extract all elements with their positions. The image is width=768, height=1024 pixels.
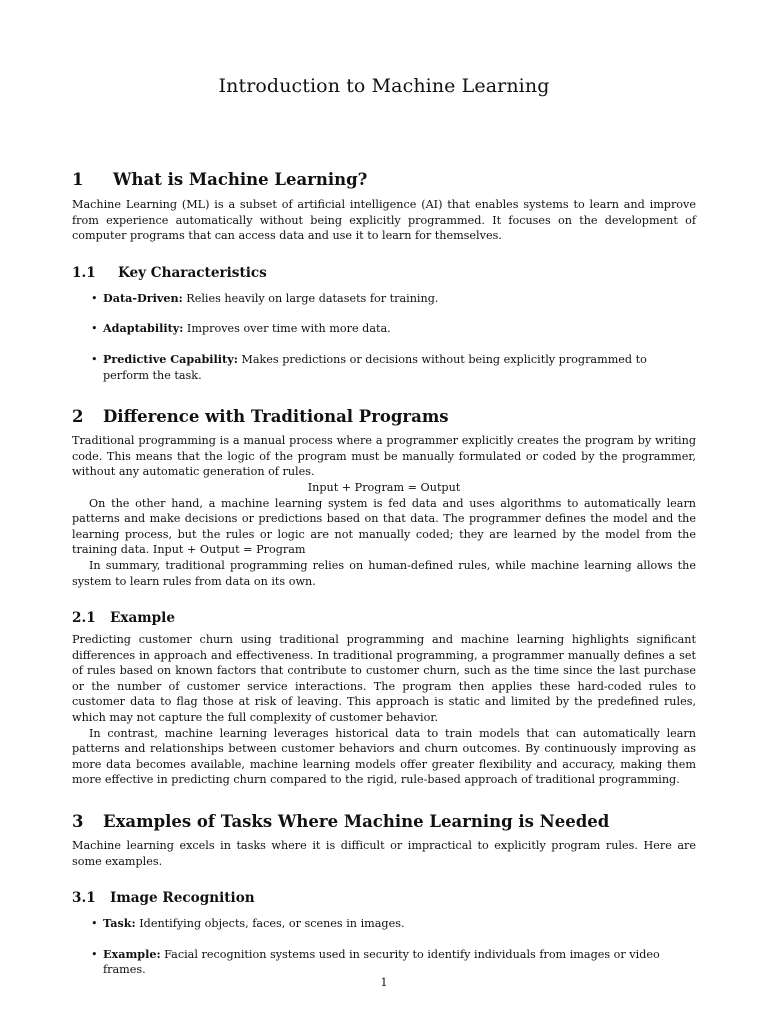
section-heading-what-is-ml — [72, 169, 696, 191]
list-item-term: Adaptability: — [103, 321, 184, 336]
list-item — [72, 916, 696, 932]
bullet-list-characteristics — [72, 291, 696, 383]
list-item — [72, 947, 696, 978]
list-item — [72, 352, 696, 383]
subsection-title: Image Recognition — [110, 890, 255, 907]
paragraph: In contrast, machine learning leverages historical data to train models that can automatically learn patterns and relationships between customer behaviors and churn outcomes. By continuously improving as more data becomes available, machine learning models offer greater flexibility and accuracy, making them more effective in predicting churn compared to the rigid, rule-based approach of traditional programming. — [72, 726, 696, 787]
subsection-title: Example — [110, 610, 175, 627]
section-title: What is Machine Learning? — [113, 170, 368, 189]
list-item-text: Improves over time with more data. — [183, 322, 391, 336]
subsection-heading-example — [72, 609, 696, 627]
paragraph: Traditional programming is a manual process where a programmer explicitly creates the program by writing code. This means that the logic of the program must be manually formulated or coded by the programmer, without any automatic generation of rules. — [72, 434, 696, 479]
section-heading-difference — [72, 406, 696, 428]
subsection-heading-image-recognition — [72, 889, 696, 907]
bullet-icon: • — [91, 291, 98, 305]
bullet-icon: • — [91, 352, 98, 366]
list-item-term: Task: — [103, 916, 136, 931]
list-item-term: Example: — [103, 946, 161, 961]
list-item-term: Data-Driven: — [103, 290, 183, 305]
list-item-text: Identifying objects, faces, or scenes in images. — [135, 917, 405, 931]
equation: Input + Program = Output — [307, 480, 461, 494]
list-item-text: Relies heavily on large datasets for training. — [182, 291, 439, 305]
section-number: 2 — [72, 407, 84, 427]
subsection-number: 1.1 — [72, 264, 96, 281]
bullet-list-image-recognition — [72, 916, 696, 978]
document-body — [72, 169, 696, 978]
paragraph: Predicting customer churn using traditional programming and machine learning highlights significant differences in approach and effectiveness. In traditional programming, a programmer manually defines a set of rules based on known factors that contribute to customer churn, such as the time since the last purchase or the number of customer service interactions. The program then applies these hard-coded rules to customer data to flag those at risk of leaving. This approach is static and limited by the predefined rules, which may not capture the full complexity of customer behavior. — [72, 633, 696, 725]
section-number: 1 — [72, 170, 84, 189]
list-item-term: Predictive Capability: — [103, 351, 238, 366]
list-item-text: Facial recognition systems used in security to identify individuals from images or video frames. — [103, 947, 660, 977]
page-number: 1 — [380, 976, 388, 989]
paragraph: Machine Learning (ML) is a subset of artificial intelligence (AI) that enables systems to learn and improve from experience automatically without being explicitly programmed. It focuses on the development of computer programs that can access data and use it to learn for themselves. — [72, 198, 696, 243]
section-title: Examples of Tasks Where Machine Learning is Needed — [103, 812, 610, 832]
bullet-icon: • — [91, 322, 98, 336]
bullet-icon: • — [91, 947, 98, 961]
document-title: Introduction to Machine Learning — [218, 75, 550, 97]
list-item — [72, 291, 696, 307]
list-item — [72, 321, 696, 337]
subsection-number: 2.1 — [72, 610, 96, 627]
section-number: 3 — [72, 812, 84, 832]
paragraph: Machine learning excels in tasks where it is difficult or impractical to explicitly program rules. Here are some examples. — [72, 839, 696, 868]
subsection-number: 3.1 — [72, 890, 96, 907]
paragraph: On the other hand, a machine learning system is fed data and uses algorithms to automatically learn patterns and make decisions or predictions based on that data. The programmer defines the model and the learning process, but the rules or logic are not manually coded; they are learned by the model from the training data. Input + Output = Program — [72, 496, 696, 557]
bullet-icon: • — [91, 917, 98, 931]
subsection-heading-key-characteristics — [72, 264, 696, 282]
paragraph: In summary, traditional programming relies on human-defined rules, while machine learning allows the system to learn rules from data on its own. — [72, 558, 696, 588]
section-title: Difference with Traditional Programs — [103, 407, 449, 427]
section-heading-examples-of-tasks — [72, 811, 696, 833]
subsection-title: Key Characteristics — [118, 264, 267, 281]
list-item-text: Makes predictions or decisions without being explicitly programmed to perform the task. — [103, 352, 647, 382]
